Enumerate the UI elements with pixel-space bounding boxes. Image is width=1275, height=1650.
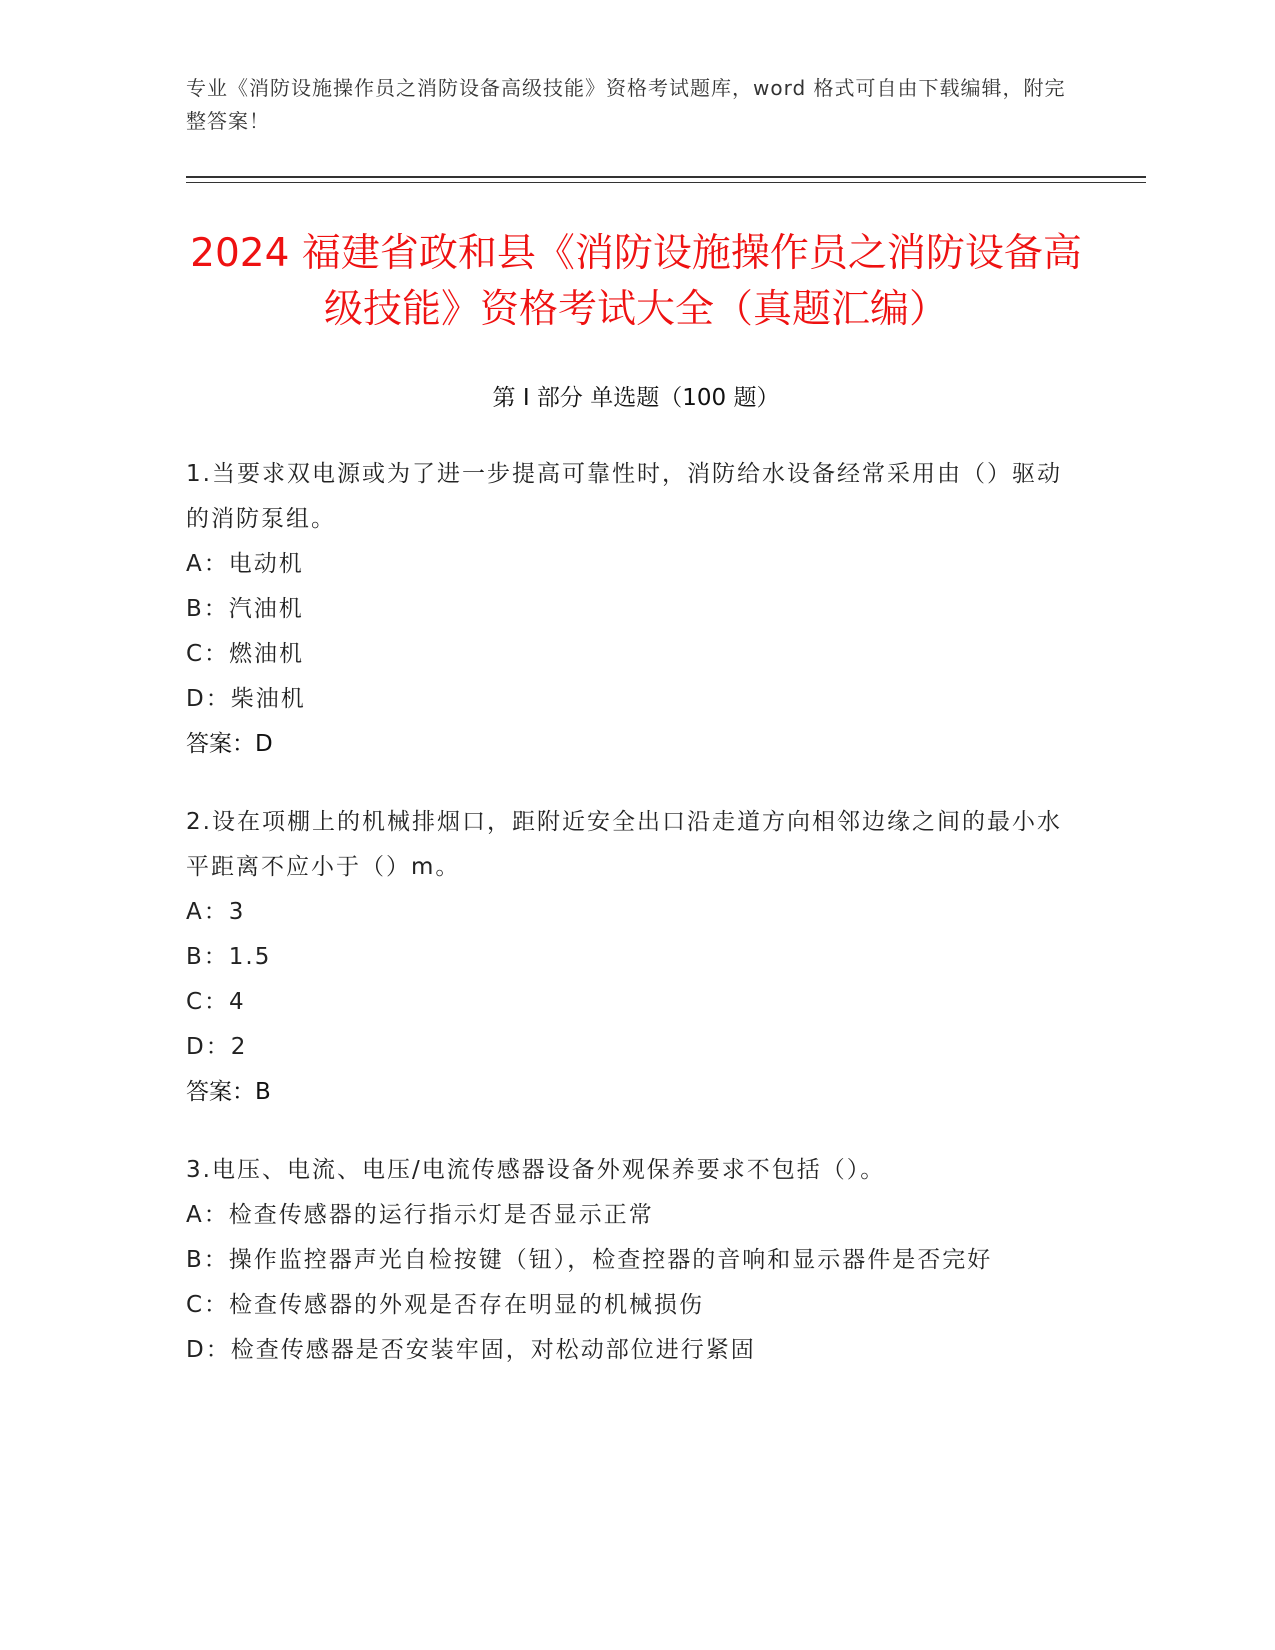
question-1 — [186, 452, 1066, 767]
option-d: D：检查传感器是否安装牢固，对松动部位进行紧固 — [186, 1337, 756, 1363]
question-3 — [186, 1148, 1066, 1373]
question-stem: 3.电压、电流、电压/电流传感器设备外观保养要求不包括（）。 — [186, 1157, 886, 1183]
answer-label: 答案： — [186, 731, 255, 757]
option-d: D：2 — [186, 1034, 248, 1060]
question-stem: 2.设在项棚上的机械排烟口，距附近安全出口沿走道方向相邻边缘之间的最小水平距离不应小于（）m。 — [186, 809, 1062, 880]
option-a: A：电动机 — [186, 551, 304, 577]
option-a: A：检查传感器的运行指示灯是否显示正常 — [186, 1202, 654, 1228]
option-b: B：汽油机 — [186, 596, 304, 622]
header-divider-thick — [186, 176, 1146, 178]
option-c: C：4 — [186, 989, 246, 1015]
option-c: C：燃油机 — [186, 641, 305, 667]
answer-line — [186, 1070, 1066, 1115]
document-title: 2024 福建省政和县《消防设施操作员之消防设备高级技能》资格考试大全（真题汇编） — [190, 231, 1082, 332]
option-b: B：1.5 — [186, 944, 272, 970]
option-c: C：检查传感器的外观是否存在明显的机械损伤 — [186, 1292, 705, 1318]
header-note: 专业《消防设施操作员之消防设备高级技能》资格考试题库，word 格式可自由下载编辑，附完整答案！ — [186, 76, 1066, 133]
option-d: D：柴油机 — [186, 686, 306, 712]
answer-label: 答案： — [186, 1079, 255, 1105]
answer-line — [186, 722, 1066, 767]
header-divider-thin — [186, 182, 1146, 183]
option-b: B：操作监控器声光自检按键（钮），检查控器的音响和显示器件是否完好 — [186, 1247, 993, 1273]
answer-value: B — [255, 1079, 271, 1105]
question-stem: 1.当要求双电源或为了进一步提高可靠性时，消防给水设备经常采用由（）驱动的消防泵组。 — [186, 461, 1062, 532]
section-title: 第 I 部分 单选题（100 题） — [492, 385, 780, 411]
option-a: A：3 — [186, 899, 246, 925]
answer-value: D — [255, 731, 273, 757]
question-2 — [186, 800, 1066, 1115]
